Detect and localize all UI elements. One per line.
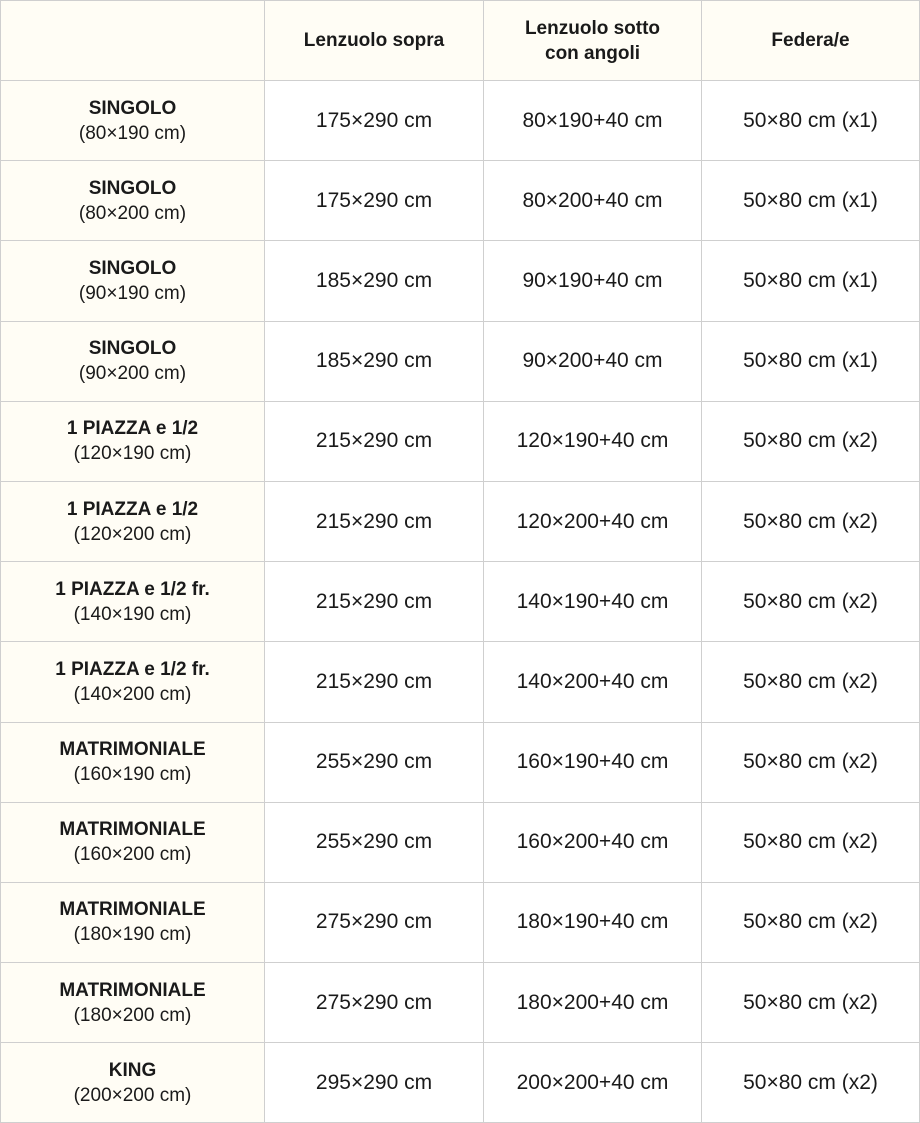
top-sheet-size: 255×290 cm xyxy=(265,722,484,802)
bed-size-cell xyxy=(1,882,265,962)
pillowcase-size: 50×80 cm (x2) xyxy=(702,882,920,962)
pillowcase-size: 50×80 cm (x1) xyxy=(702,321,920,401)
table-row xyxy=(1,321,920,401)
pillowcase-size: 50×80 cm (x1) xyxy=(702,81,920,161)
header-pillowcase: Federa/e xyxy=(702,1,920,81)
fitted-sheet-size: 80×200+40 cm xyxy=(484,161,702,241)
fitted-sheet-size: 80×190+40 cm xyxy=(484,81,702,161)
bed-size-cell xyxy=(1,722,265,802)
bed-size-cell xyxy=(1,802,265,882)
fitted-sheet-size: 160×200+40 cm xyxy=(484,802,702,882)
bed-size-name: MATRIMONIALE xyxy=(59,819,206,841)
table-row xyxy=(1,562,920,642)
top-sheet-size: 215×290 cm xyxy=(265,642,484,722)
fitted-sheet-size: 160×190+40 cm xyxy=(484,722,702,802)
bed-size-dimensions: (160×190 cm) xyxy=(73,764,192,786)
fitted-sheet-size: 90×190+40 cm xyxy=(484,241,702,321)
bed-size-dimensions: (140×200 cm) xyxy=(73,683,192,705)
bed-size-dimensions: (180×190 cm) xyxy=(73,924,192,946)
top-sheet-size: 295×290 cm xyxy=(265,1043,484,1123)
table-row xyxy=(1,241,920,321)
table-row xyxy=(1,882,920,962)
pillowcase-size: 50×80 cm (x2) xyxy=(702,562,920,642)
pillowcase-size: 50×80 cm (x2) xyxy=(702,401,920,481)
top-sheet-size: 275×290 cm xyxy=(265,882,484,962)
bed-size-name: 1 PIAZZA e 1/2 xyxy=(66,418,199,440)
table-row xyxy=(1,161,920,241)
pillowcase-size: 50×80 cm (x2) xyxy=(702,642,920,722)
table-row xyxy=(1,642,920,722)
bed-size-cell xyxy=(1,1043,265,1123)
fitted-sheet-size: 90×200+40 cm xyxy=(484,321,702,401)
bed-size-name: 1 PIAZZA e 1/2 fr. xyxy=(55,578,210,600)
bed-size-cell xyxy=(1,241,265,321)
table-row xyxy=(1,1043,920,1123)
fitted-sheet-size: 140×190+40 cm xyxy=(484,562,702,642)
bed-size-dimensions: (120×200 cm) xyxy=(73,523,192,545)
pillowcase-size: 50×80 cm (x2) xyxy=(702,481,920,561)
bed-size-name: MATRIMONIALE xyxy=(59,979,206,1001)
table-row xyxy=(1,401,920,481)
table-row xyxy=(1,722,920,802)
top-sheet-size: 175×290 cm xyxy=(265,161,484,241)
header-top-sheet: Lenzuolo sopra xyxy=(265,1,484,81)
top-sheet-size: 185×290 cm xyxy=(265,321,484,401)
header-fitted-line1: Lenzuolo sotto xyxy=(524,17,661,39)
header-size-column xyxy=(1,1,265,81)
bed-size-cell xyxy=(1,81,265,161)
bed-size-cell xyxy=(1,161,265,241)
bed-size-name: MATRIMONIALE xyxy=(59,739,206,761)
bed-size-cell xyxy=(1,642,265,722)
bed-size-dimensions: (120×190 cm) xyxy=(73,443,192,465)
pillowcase-size: 50×80 cm (x2) xyxy=(702,963,920,1043)
bed-size-name: KING xyxy=(108,1059,157,1081)
fitted-sheet-size: 120×190+40 cm xyxy=(484,401,702,481)
bed-size-name: SINGOLO xyxy=(88,177,177,199)
top-sheet-size: 275×290 cm xyxy=(265,963,484,1043)
bed-size-name: SINGOLO xyxy=(88,97,177,119)
table-row xyxy=(1,81,920,161)
top-sheet-size: 175×290 cm xyxy=(265,81,484,161)
bed-size-cell xyxy=(1,401,265,481)
table-row xyxy=(1,963,920,1043)
top-sheet-size: 215×290 cm xyxy=(265,481,484,561)
pillowcase-size: 50×80 cm (x2) xyxy=(702,802,920,882)
pillowcase-size: 50×80 cm (x2) xyxy=(702,1043,920,1123)
top-sheet-size: 215×290 cm xyxy=(265,401,484,481)
pillowcase-size: 50×80 cm (x2) xyxy=(702,722,920,802)
bed-size-name: MATRIMONIALE xyxy=(59,899,206,921)
bed-size-dimensions: (160×200 cm) xyxy=(73,844,192,866)
header-row xyxy=(1,1,920,81)
top-sheet-size: 255×290 cm xyxy=(265,802,484,882)
pillowcase-size: 50×80 cm (x1) xyxy=(702,241,920,321)
fitted-sheet-size: 180×200+40 cm xyxy=(484,963,702,1043)
top-sheet-size: 215×290 cm xyxy=(265,562,484,642)
table-row xyxy=(1,802,920,882)
bed-size-name: 1 PIAZZA e 1/2 xyxy=(66,498,199,520)
fitted-sheet-size: 200×200+40 cm xyxy=(484,1043,702,1123)
bed-size-name: SINGOLO xyxy=(88,338,177,360)
bed-size-dimensions: (90×200 cm) xyxy=(78,363,187,385)
fitted-sheet-size: 140×200+40 cm xyxy=(484,642,702,722)
header-fitted-sheet xyxy=(484,1,702,81)
bed-size-dimensions: (200×200 cm) xyxy=(73,1084,192,1106)
bed-size-dimensions: (80×200 cm) xyxy=(78,202,187,224)
fitted-sheet-size: 120×200+40 cm xyxy=(484,481,702,561)
fitted-sheet-size: 180×190+40 cm xyxy=(484,882,702,962)
bed-size-dimensions: (180×200 cm) xyxy=(73,1004,192,1026)
bed-size-name: 1 PIAZZA e 1/2 fr. xyxy=(55,658,210,680)
bed-size-name: SINGOLO xyxy=(88,257,177,279)
table-row xyxy=(1,481,920,561)
header-fitted-line2: con angoli xyxy=(545,42,640,64)
bed-size-cell xyxy=(1,321,265,401)
top-sheet-size: 185×290 cm xyxy=(265,241,484,321)
bed-size-cell xyxy=(1,481,265,561)
bed-size-dimensions: (80×190 cm) xyxy=(78,122,187,144)
bed-size-dimensions: (140×190 cm) xyxy=(73,603,192,625)
bed-size-dimensions: (90×190 cm) xyxy=(78,282,187,304)
bed-size-cell xyxy=(1,963,265,1043)
bed-size-cell xyxy=(1,562,265,642)
pillowcase-size: 50×80 cm (x1) xyxy=(702,161,920,241)
